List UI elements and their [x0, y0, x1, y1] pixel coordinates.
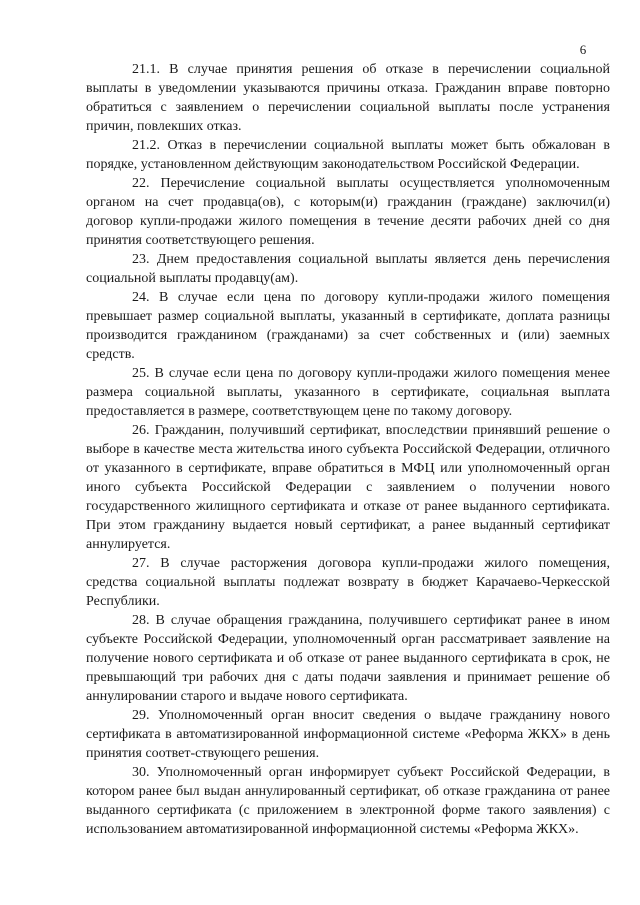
document-body	[86, 60, 610, 839]
paragraph-29: 29. Уполномоченный орган вносит сведения о выдаче гражданину нового сертификата в автоматизированной информационной системе «Реформа ЖКХ» в день принятия соответ-ствующего решения.	[86, 708, 610, 761]
paragraph-26: 26. Гражданин, получивший сертификат, впоследствии принявший решение о выборе в качестве места жительства иного субъекта Российской Федерации, отличного от указанного в сертификате, вправе обратиться в МФЦ или уполномоченный орган иного субъекта Российской Федерации с заявлением о получении нового государственного жилищного сертификата и отказе от ранее выданного сертификата. При этом гражданину выдается новый сертификат, а ранее выданный сертификат аннулируется.	[86, 423, 610, 552]
paragraph-23: 23. Днем предоставления социальной выплаты является день перечисления социальной выплаты продавцу(ам).	[86, 252, 610, 286]
page-number: 6	[579, 42, 587, 57]
paragraph-21-2: 21.2. Отказ в перечислении социальной выплаты может быть обжалован в порядке, установленном действующим законодательством Российской Федерации.	[86, 138, 610, 172]
paragraph-27: 27. В случае расторжения договора купли-продажи жилого помещения, средства социальной выплаты подлежат возврату в бюджет Карачаево-Черкесской Республики.	[86, 556, 610, 609]
paragraph-25: 25. В случае если цена по договору купли-продажи жилого помещения менее размера социальной выплаты, указанного в сертификате, социальная выплата предоставляется в размере, соответствующем цене по такому договору.	[86, 366, 610, 419]
paragraph-22: 22. Перечисление социальной выплаты осуществляется уполномоченным органом на счет продавца(ов), с которым(и) гражданин (граждане) заключил(и) договор купли-продажи жилого помещения в течение десяти рабочих дней со дня принятия соответствующего решения.	[86, 176, 610, 248]
paragraph-30: 30. Уполномоченный орган информирует субъект Российской Федерации, в котором ранее был выдан аннулированный сертификат, об отказе гражданина от ранее выданного сертификата (с приложением в электронной форме такого заявления) с использованием автоматизированной информационной системы «Реформа ЖКХ».	[86, 765, 610, 837]
paragraph-21-1: 21.1. В случае принятия решения об отказе в перечислении социальной выплаты в уведомлении указываются причины отказа. Гражданин вправе повторно обратиться с заявлением о перечислении социальной выплаты после устранения причин, повлекших отказ.	[86, 62, 610, 134]
paragraph-28: 28. В случае обращения гражданина, получившего сертификат ранее в ином субъекте Российской Федерации, уполномоченный орган рассматривает заявление на получение нового сертификата и об отказе от ранее выданного сертификата в срок, не превышающий три рабочих дня с даты подачи заявления и принимает решение об аннулировании старого и выдаче нового сертификата.	[86, 613, 610, 704]
paragraph-24: 24. В случае если цена по договору купли-продажи жилого помещения превышает размер социальной выплаты, указанный в сертификате, доплата разницы производится гражданином (гражданами) за счет собственных и (или) заемных средств.	[86, 290, 610, 362]
